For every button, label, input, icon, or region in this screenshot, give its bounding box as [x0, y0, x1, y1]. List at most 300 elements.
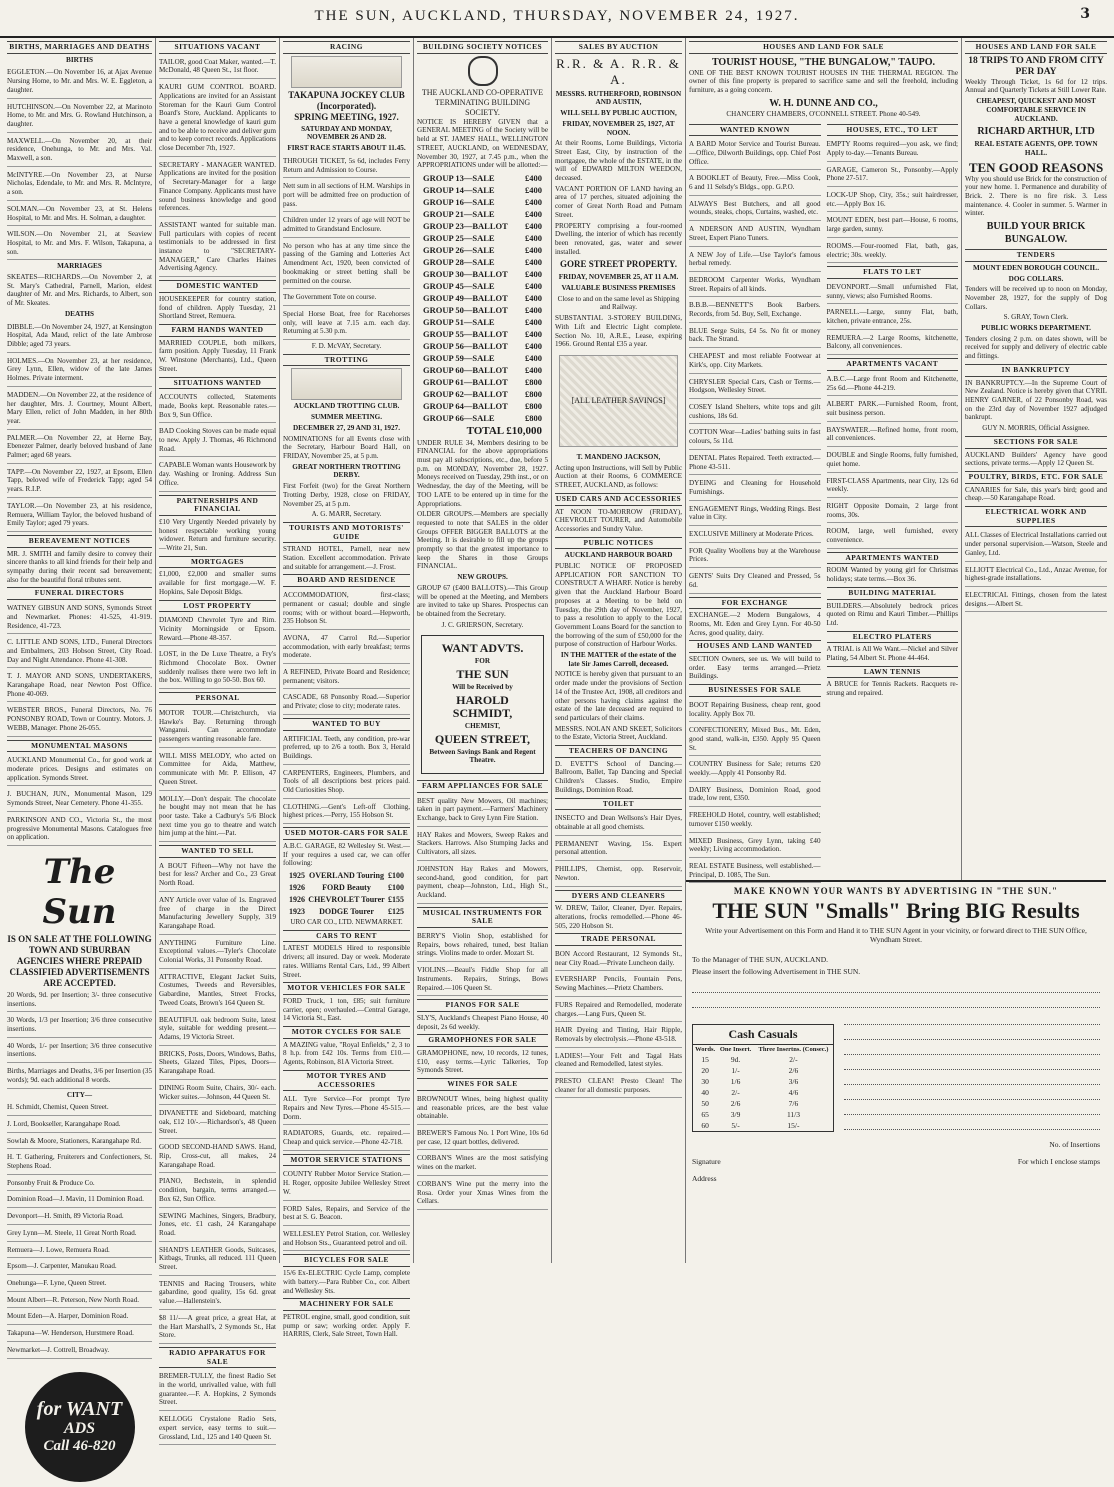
wanted-buy-heading: WANTED TO BUY [283, 718, 410, 731]
board-heading: BOARD AND RESIDENCE [283, 574, 410, 587]
tourist-body: ONE OF THE BEST KNOWN TOURIST HOUSES IN THE THERMAL REGION. The owner of this fine property is prepared to sacrifice same and sell the freehold, including furniture, as a going concern. [689, 68, 958, 95]
apartment-ad: ROOM, large, well furnished, every convenience. [827, 525, 959, 548]
group-amount: £800 [525, 412, 542, 423]
car-price-row [283, 882, 410, 894]
agency-entry: Grey Lynn—M. Steele, 11 Great North Road. [7, 1227, 152, 1242]
racing-line: The Government Tote on course. [283, 291, 410, 306]
cash-cell: 5/- [731, 1121, 740, 1130]
sit-wanted-ad: BAD Cooking Stoves can be made equal to new. Apply J. Thomas, 46 Richmond Road. [159, 425, 276, 457]
signature-label: Signature [692, 1157, 721, 1166]
wanted-known-ad: GENTS' Suits Dry Cleaned and Pressed, 5s 6d. [689, 570, 821, 593]
wanted-sell-ad: SEWING Machines, Singers, Bradbury, Jones, etc. £1 cash, 24 Karangahape Road. [159, 1210, 276, 1242]
car-year: 1926 [289, 895, 305, 904]
machinery-ad: PETROL engine, small, good condition, suit pump or saw; working order. Apply F. HARRIS, Clerk, Sale Street, Town Hall. [283, 1312, 410, 1339]
trotting-heading: TROTTING [283, 354, 410, 367]
deaths-label: DEATHS [64, 309, 95, 318]
car-price-row [283, 906, 410, 918]
group-name: GROUP 51—SALE [423, 316, 495, 327]
trade-ad: EVERSHARP Pencils, Fountain Pens, Sewing Machines.—Prietz Chambers. [555, 973, 682, 996]
nominations: NOMINATIONS for all Events close with the Secretary, Harbour Board Hall, on FRIDAY, November 25, at 5 p.m. [283, 434, 410, 460]
group-amount: £400 [525, 352, 542, 363]
bicycles-ad: 15/6 Ex-ELECTRIC Cycle Lamp, complete with battery.—Para Rubber Co., cor. Albert and Wellesley Sts. [283, 1269, 410, 1295]
auction-firm: MESSRS. RUTHERFORD, ROBINSON AND AUSTIN, [555, 89, 682, 107]
group-amount: £400 [525, 328, 542, 339]
house-let-ad: LOCK-UP Shop, City, 35s.; suit hairdresser, etc.—Apply Box 16. [827, 189, 959, 212]
apartment-ad: RIGHT Opposite Domain, 2 large front rooms, 30s. [827, 500, 959, 523]
group-amount: £400 [525, 172, 542, 183]
flat-ad: DEVONPORT.—Small unfurnished Flat, sunny, views; also Furnished Rooms. [827, 281, 959, 304]
agency-title: IS ON SALE AT THE FOLLOWING TOWN AND SUBURBAN AGENCIES WHERE PREPAID CLASSIFIED ADVERTISEMENTS ARE ACCEPTED. [7, 933, 152, 988]
messrs-solicitors: MESSRS. NOLAN AND SKEET, Solicitors to the Estate, Victoria Street, Auckland. [555, 724, 682, 742]
column-7 [962, 38, 1110, 880]
valuable-premises: VALUABLE BUSINESS PREMISES [561, 284, 676, 293]
masthead [0, 0, 1114, 38]
sections-heading: SECTIONS FOR SALE [965, 436, 1107, 449]
car-price-row [283, 894, 410, 906]
racing-line: THROUGH TICKET, 5s 6d, includes Ferry Return and Admission to Course. [283, 155, 410, 178]
tyres-ad: ALL Tyre Service—For prompt Tyre Repairs and New Tyres.—Phone 45-515.—Dorm. [283, 1093, 410, 1125]
poultry-ad: CANARIES for Sale, this year's bird; good and cheap.—50 Karangahape Road. [965, 485, 1107, 503]
cash-row [693, 1065, 833, 1076]
toilet-heading: TOILET [555, 798, 682, 811]
new-groups-label: NEW GROUPS. [457, 573, 508, 582]
group-amount: £400 [525, 232, 542, 243]
wanted-known-heading: WANTED KNOWN [689, 124, 821, 137]
death-notice: TAPP.—On November 22, 1927, at Epsom, Ellen Tapp, beloved wife of Frederick Tapp; aged 54 years. R.I.P. [7, 466, 152, 498]
racing-line: Nett sum in all sections of H.M. Warships in port will be admitted free on production of pass. [283, 180, 410, 212]
agency-entry: Sowlah & Moore, Stationers, Karangahape Rd. [7, 1135, 152, 1150]
lawn-tennis-ad: A BRUCE for Tennis Rackets. Racquets re-strung and repaired. [826, 680, 958, 698]
group-name: GROUP 61—BALLOT [423, 376, 508, 387]
ad-text-line-8[interactable] [844, 1087, 1100, 1100]
tyres-ad: RADIATORS, Guards, etc. repaired.—Cheap and quick service.—Phone 42-718. [283, 1127, 410, 1150]
page-number: 3 [1080, 6, 1090, 22]
houses-wanted-ad: SECTION Owners, see us. We will build to order. Easy terms arranged.—Prietz Buildings. [689, 655, 821, 681]
spring-meeting: SPRING MEETING, 1927. [294, 111, 399, 122]
used-cars-heading: USED MOTOR-CARS FOR SALE [283, 827, 410, 840]
personal-ad: MOLLY.—Don't despair. The chocolate he bought may not mean that he has poor taste. Take a Cadbury's 5/6 Block next time you go to theatre and watch him jump at the hint.—Pat. [159, 793, 276, 843]
in-matter: IN THE MATTER of the estate of the late Sir James Carroll, deceased. [560, 651, 677, 668]
car-price: £155 [387, 895, 404, 904]
births-label: BIRTHS [66, 55, 93, 64]
toilet-list [555, 812, 682, 886]
cash-cell: 1/- [731, 1066, 740, 1075]
harbour-board: AUCKLAND HARBOUR BOARD [564, 551, 673, 560]
agency-entry: Epsom—J. Carpenter, Manukau Road. [7, 1260, 152, 1275]
reasons-body: Why you should use Brick for the construction of your new home. 1. Permanence and durability of Brick. 2. There is no fire risk. 3. Less maintenance. 4. Cooler in summer. 5. Warmer in winter. [965, 174, 1107, 218]
group-name: GROUP 56—BALLOT [423, 340, 508, 351]
auction-intro: WILL SELL BY PUBLIC AUCTION, [560, 109, 677, 118]
deaths-list [7, 321, 152, 532]
musical-ad: VIOLINS.—Beaul's Fiddle Shop for all Instruments. Repairs, Strings, Bows Repaired.—106 Queen St. [417, 964, 548, 996]
wanted-known-list [689, 138, 821, 593]
wine-ad: CORBAN'S Wines are the most satisfying wines on the market. [417, 1152, 548, 1175]
houses-let-list [827, 138, 959, 263]
wanted-known-ad: BEDROOM Carpenter Works, Wyndham Street. Repairs of all kinds. [689, 274, 821, 297]
building-material-heading: BUILDING MATERIAL [827, 587, 959, 600]
tourists-heading: TOURISTS AND MOTORISTS' GUIDE [283, 522, 410, 543]
dyers-ad: W. DREW, Tailor, Cleaner, Dyer. Repairs, alterations, frocks remodelled.—Phone 46-505, 220 Hobson St. [555, 904, 682, 930]
personal-ad: WILL MISS MELODY, who acted on Committee for Aida, Matthew, communicate with Mr. P. Ellison, 47 Queen Street. [159, 750, 276, 791]
advert-illustration [559, 355, 678, 447]
birth-notice: EGGLETON.—On November 16, at Ajax Avenue Nursing Home, to Mr. and Mrs. W. E. Eggleton, a daughter. [7, 66, 152, 98]
radio-heading: RADIO APPARATUS FOR SALE [159, 1347, 276, 1368]
building-heading: BUILDING SOCIETY NOTICES [417, 41, 548, 54]
wanted-known-ad: A NDERSON AND AUSTIN, Wyndham Street, Expert Piano Tuners. [689, 223, 821, 246]
wanted-sell-heading: WANTED TO SELL [159, 845, 276, 858]
column-5 [552, 38, 686, 1263]
want-advts-line-1: WANT ADVTS. [441, 641, 524, 656]
group-name: GROUP 60—BALLOT [423, 364, 508, 375]
musical-list [417, 930, 548, 996]
apartment-ad: DOUBLE and Single Rooms, fully furnished, quiet home. [827, 449, 959, 472]
group-amount: £400 [525, 208, 542, 219]
trips-body: Weekly Through Ticket, 1s 6d for 12 trips. Annual and Quarterly Tickets at Still Lower Rate. [965, 77, 1107, 95]
in-matter-body: NOTICE is hereby given that pursuant to an order made under the provisions of Section 14 of the Trustee Act, 1908, all creditors and other persons having claims against the estate of the late deceased are required to send particulars of their claims. [555, 670, 682, 722]
column-4 [414, 38, 552, 1263]
motorcycles-heading: MOTOR CYCLES FOR SALE [283, 1026, 410, 1039]
group-amount: £400 [525, 220, 542, 231]
business-list [689, 699, 821, 884]
poultry-heading: POULTRY, BIRDS, ETC. FOR SALE [965, 471, 1107, 484]
car-price-list [283, 870, 410, 918]
group-amount: £800 [525, 376, 542, 387]
first-race: FIRST RACE STARTS ABOUT 11.45. [287, 144, 406, 153]
agency-entry: Ponsonby Fruit & Produce Co. [7, 1177, 152, 1192]
build-brick: BUILD YOUR BRICK BUNGALOW. [986, 221, 1086, 246]
agency-entry: H. T. Gathering, Fruiterers and Confectioners, St. Stephens Road. [7, 1151, 152, 1174]
farm-appliance-ad: HAY Rakes and Mowers, Sweep Rakes and Stackers. Harrows. Also Stumping Jacks and Cultivators, all sizes. [417, 829, 548, 861]
ten-good-reasons: TEN GOOD REASONS [968, 159, 1104, 175]
ad-text-line-9[interactable] [844, 1102, 1100, 1115]
cash-row [693, 1054, 833, 1065]
wanted-buy-ad: ARTIFICIAL Teeth, any condition, pre-war preferred, up to 2/6 a tooth. Box 3, Herald Buildings. [283, 733, 410, 765]
apartment-ad: A.B.C.—Large front Room and Kitchenette, 25s 6d.—Phone 44-219. [827, 373, 959, 396]
group-row [417, 184, 548, 196]
trade-heading: TRADE PERSONAL [555, 933, 682, 946]
want-advts-box [421, 635, 544, 774]
vacant-land: VACANT PORTION OF LAND having an area of 17 perches, situated adjoining the corner of Great North Road and Putnam Street. [555, 184, 682, 219]
cash-header-cell: Three Insertns. (Consec.) [758, 1046, 829, 1053]
ad-text-line-5[interactable] [844, 1042, 1100, 1055]
group-row [417, 256, 548, 268]
group-row [417, 388, 548, 400]
group-name: GROUP 59—SALE [423, 352, 495, 363]
older-groups: OLDER GROUPS.—Members are specially requested to note that SALES in the older Groups OFFER BIGGER BALLOTS at the Meeting. It is desirable to fill up the groups promptly so that the greatest importance to keep the Shares in those Groups FINANCIAL. [417, 510, 548, 571]
group-name: GROUP 21—SALE [423, 208, 495, 219]
group-name: GROUP 62—BALLOT [423, 388, 508, 399]
cash-cell: 2/- [731, 1088, 740, 1097]
want-ads-line-1: for WANT [36, 1398, 123, 1420]
group-row [417, 364, 548, 376]
funeral-ad: WEBSTER BROS., Funeral Directors, No. 76 PONSONBY ROAD, Town or Country. Motors. J. WEBB, Manager. Phone 26-055. [7, 704, 152, 736]
agency-entry: Mount Albert—R. Peterson, New North Road. [7, 1294, 152, 1309]
ad-text-line-6[interactable] [844, 1057, 1100, 1070]
cars-rent-ad: LATEST MODELS Hired to responsible drivers; all insured. Day or week. Moderate rates. Williams Rental Cars, Ltd., 99 Albert Street. [283, 944, 410, 979]
wanted-known-ad: FOR Quality Woollens buy at the Warehouse Prices. [689, 545, 821, 568]
motor-service-list [283, 1168, 410, 1251]
dyers-heading: DYERS AND CLEANERS [555, 890, 682, 903]
group-name: GROUP 14—SALE [423, 184, 495, 195]
society-emblem-icon [468, 56, 498, 86]
racing-secretary: F. D. McVAY, Secretary. [311, 342, 382, 351]
farm-ad: MARRIED COUPLE, both milkers, farm position. Apply Tuesday, 11 Frank W. Winstone (Merchants), Ltd., Queen Street. [159, 338, 276, 373]
monumental-ad: AUCKLAND Monumental Co., for good work at moderate prices. Designs and estimates on application. Symonds Street. [7, 754, 152, 786]
flats-heading: FLATS TO LET [827, 266, 959, 279]
wanted-known-ad: COTTON Wear—Ladies' bathing suits in fast colours, 5s 11d. [689, 426, 821, 449]
cash-cell: 2/6 [730, 1099, 741, 1108]
wanted-sell-ad: DINING Room Suite, Chairs, 30/- each. Wicker suites.—Johnson, 44 Queen St. [159, 1082, 276, 1105]
flats-list [827, 281, 959, 355]
birth-notice: McINTYRE.—On November 23, at Nurse Nicholas, Edendale, to Mr. and Mrs. R. McIntyre, a son. [7, 169, 152, 201]
wanted-sell-ad: ATTRACTIVE, Elegant Jacket Suits, Costumes, Tweeds and Reversibles, Gabardine, Mantles, Street Frocks, Tweed Coats, Brown's 164 Queen St. [159, 971, 276, 1012]
group-amount: £400 [525, 364, 542, 375]
sit-wanted-list [159, 391, 276, 491]
agency-entry: Newmarket—J. Cottrell, Broadway. [7, 1344, 152, 1359]
wanted-sell-ad: TENNIS and Racing Trousers, white gabardine, good quality, 15s 6d. great value.—Hallenstein's. [159, 1278, 276, 1310]
summer-dates: DECEMBER 27, 29 AND 31, 1927. [292, 423, 401, 432]
wanted-known-ad: ENGAGEMENT Rings, Wedding Rings. Best value in City. [689, 503, 821, 526]
situation-ad: SECRETARY - MANAGER WANTED. Applications are invited for the position of Secretary-Manager for a large Finance Company. Applicants must have sound business knowledge and good references. [159, 159, 276, 217]
death-notice: DIBBLE.—On November 24, 1927, at Kensington Hospital, Ada Maud, relict of the late Ambrose Dibble; aged 73 years. [7, 321, 152, 353]
wanted-known-ad: A BARD Motor Service and Tourist Bureau.—Office, Dilworth Buildings, opp. Chief Post Office. [689, 138, 821, 170]
board-ad: AVONA, 47 Carrol Rd.—Superior accommodation, with early breakfast; terms moderate. [283, 632, 410, 664]
apartment-ad: BAYSWATER.—Refined home, front room, all conveniences. [827, 424, 959, 447]
cash-cell: 15 [701, 1055, 709, 1064]
lawn-tennis-heading: LAWN TENNIS [827, 666, 959, 679]
cash-header-cell: One Insert. [719, 1046, 752, 1053]
agency-list [7, 1101, 152, 1358]
column-2 [156, 38, 280, 1441]
monumental-ad: PARKINSON AND CO., Victoria St., the most progressive Monumental Masons. Catalogues free on application. [7, 814, 152, 846]
group-row [417, 196, 548, 208]
wanted-known-ad: CHEAPEST and most reliable Footwear at Kirk's, opp. City Markets. [689, 350, 821, 373]
group-row [417, 304, 548, 316]
group-name: GROUP 28—SALE [423, 256, 495, 267]
group-row [417, 340, 548, 352]
wanted-sell-ad: SHAND'S LEATHER Goods, Suitcases, Kitbags, Trunks, all reduced. 111 Queen Street. [159, 1244, 276, 1276]
public-notices-heading: PUBLIC NOTICES [555, 537, 682, 550]
business-ad: COUNTRY Business for Sale; returns £20 weekly.—Apply 41 Ponsonby Rd. [689, 758, 821, 781]
group-name: GROUP 30—BALLOT [423, 268, 508, 279]
ad-text-line-3[interactable] [844, 1012, 1100, 1025]
group-amount: £400 [525, 244, 542, 255]
farm-appliances-heading: FARM APPLIANCES FOR SALE [417, 780, 548, 793]
farm-appliances-list [417, 795, 548, 904]
situation-ad: KAURI GUM CONTROL BOARD. Applications are invited for an Assistant Storeman for the Kauri Gum Control Board's Store, Auckland. Applicants to have a general knowledge of kauri gum and to be able to receive and deliver gum and to keep correct records. Applications close December 7th, 1927. [159, 81, 276, 157]
no-insertions-label: No. of Insertions [1049, 1140, 1100, 1149]
society-name: THE AUCKLAND CO-OPERATIVE TERMINATING BUILDING SOCIETY. [421, 87, 544, 117]
building-material-ad: BUILDERS.—Absolutely bedrock prices quoted on Rimu and Kauri Timber.—Phillips Ltd. [826, 601, 958, 627]
new-groups-body: GROUP 67 (£400 BALLOTS).—This Group will be opened at the Meeting, and Members are invited to take up Shares. Prospectus can be obtained from the Secretary. [417, 583, 548, 618]
wanted-sell-list [159, 860, 276, 1344]
agency-entry: Mount Eden—A. Harper, Dominion Road. [7, 1310, 152, 1325]
group-row [417, 268, 548, 280]
auction-date: FRIDAY, NOVEMBER 25, 1927, AT NOON. [562, 119, 675, 137]
ad-text-line-10[interactable] [844, 1117, 1100, 1130]
funeral-list [7, 602, 152, 736]
used-cars-intro: A.B.C. GARAGE, 82 Wellesley St. West.—If your requires a used car, we can offer following: [283, 841, 410, 868]
business-ad: BOOT Repairing Business, cheap rent, good locality. Apply Box 70. [689, 699, 821, 722]
ad-text-line-4[interactable] [844, 1027, 1100, 1040]
cash-cell: 60 [701, 1121, 709, 1130]
gore-street: GORE STREET PROPERTY. [560, 259, 677, 270]
car-price-row [283, 870, 410, 882]
harbour-body: PUBLIC NOTICE OF PROPOSED APPLICATION FOR SANCTION TO CONSTRUCT A WHARF. Notice is hereby given that the Auckland Harbour Board proposes at a Meeting to be held on Tuesday, the 29th day of November, 1927, to pass a resolution to apply to the Local Government Loans Board for the sanction to the borrowing of the sum of £50,000 for the purpose of construction of Harbour Works. [555, 562, 682, 649]
cash-header-row [693, 1045, 833, 1054]
signature-row [692, 1157, 1100, 1166]
musical-ad: BERRY'S Violin Shop, established for Repairs, bows rehaired, tuned, best Italian strings. Violins made to order. Mozart St. [417, 930, 548, 962]
rate-line: 30 Words, 1/3 per Insertion; 3/6 three consecutive insertions. [7, 1014, 152, 1037]
house-let-ad: MOUNT EDEN, best part—House, 6 rooms, large garden, sunny. [827, 214, 959, 237]
pianos-ad: SLY'S, Auckland's Cheapest Piano House, 40 deposit, 2s 6d weekly. [417, 1013, 548, 1031]
column-6 [686, 38, 962, 880]
agency-entry: Devonport—H. Smith, 89 Victoria Road. [7, 1210, 152, 1225]
city-label: CITY— [66, 1090, 93, 1099]
car-year: 1926 [289, 883, 305, 892]
illustration-caption: [ALL LEATHER SAVINGS] [571, 395, 666, 405]
ad-text-line-2[interactable] [692, 995, 1100, 1008]
funeral-heading: FUNERAL DIRECTORS [7, 587, 152, 600]
racing-line: Special Horse Boat, free for Racehorses only, will leave at 7.15 a.m. each day. Returning at 5.30 p.m. [283, 308, 410, 340]
group-amount: £400 [525, 292, 542, 303]
group-row [417, 208, 548, 220]
group-name: GROUP 49—BALLOT [423, 292, 508, 303]
car-price: £100 [387, 883, 404, 892]
public-works: PUBLIC WORKS DEPARTMENT. [981, 324, 1091, 333]
bankruptcy-heading: IN BANKRUPTCY [965, 364, 1107, 377]
mortgages-ad: £1,000, £2,000 and smaller sums available for first mortgage.—W. F. Hopkins, Sale Deposit Bldgs. [159, 570, 276, 596]
sun-logo: The Sun [42, 851, 117, 932]
births-list [7, 66, 152, 260]
sit-wanted-ad: CAPABLE Woman wants Housework by day. Washing or Ironing. Address Sun Office. [159, 459, 276, 491]
agency-entry: H. Schmidt, Chemist, Queen Street. [7, 1101, 152, 1116]
electrical-ad: ELLIOTT Electrical Co., Ltd., Anzac Avenue, for highest-grade installations. [965, 564, 1107, 587]
group-name: GROUP 64—BALLOT [423, 400, 508, 411]
machinery-heading: MACHINERY FOR SALE [283, 1298, 410, 1311]
car-price: £125 [388, 907, 404, 916]
board-ad: A REFINED, Private Board and Residence; permanent; visitors. [283, 666, 410, 689]
apartments-heading: APARTMENTS VACANT [827, 358, 959, 371]
group-row [417, 280, 548, 292]
personal-ad: MOTOR TOUR.—Christchurch, via Hawke's Bay. Returning through Wanganui. Can accommodate passengers wanting reasonable fare. [159, 707, 276, 748]
lost-heading: LOST PROPERTY [159, 600, 276, 613]
group-amount: £400 [525, 268, 542, 279]
car-model: FORD Beauty [322, 883, 371, 892]
cash-cell: 2/- [789, 1055, 798, 1064]
wanted-known-ad: CHRYSLER Special Cars, Cash or Terms.—Hodgson, Wellesley Street. [689, 376, 821, 399]
cheapest-service: CHEAPEST, QUICKEST AND MOST COMFORTABLE SERVICE IN AUCKLAND. [976, 97, 1096, 123]
cash-cell: 15/- [787, 1121, 800, 1130]
wanted-sell-ad: ANYTHING Furniture Line. Exceptional values.—Tyler's Chocolate Colonial Works, 31 Ponsonby Road. [159, 937, 276, 969]
group-name: GROUP 25—SALE [423, 232, 495, 243]
car-model: OVERLAND Touring [309, 871, 384, 880]
mandeno-jackson: T. MANDENO JACKSON, [576, 452, 661, 461]
electrical-ad: ALL Classes of Electrical Installations carried out under personal supervision.—Watson, Steele and Ganley, Ltd. [965, 529, 1107, 561]
summer-meeting: SUMMER MEETING. [310, 413, 383, 422]
tourist-house: TOURIST HOUSE, "THE BUNGALOW," TAUPO. [711, 56, 936, 68]
tyres-heading: MOTOR TYRES AND ACCESSORIES [283, 1070, 410, 1091]
property-desc: PROPERTY comprising a four-roomed Dwelling, the interior of which has recently been renovated, gas, water and sewer installed. [555, 221, 682, 256]
death-notice: TAYLOR.—On November 23, at his residence, Remuera, William Taylor, the beloved husband of Emily Taylor; aged 79 years. [7, 500, 152, 532]
group-row [417, 328, 548, 340]
ad-text-line-1[interactable] [692, 980, 1100, 993]
apts-wanted-ad: ROOM Wanted by young girl for Christmas holidays; state terms.—Box 36. [826, 566, 958, 584]
group-name: GROUP 26—SALE [423, 244, 495, 255]
gore-date: FRIDAY, NOVEMBER 25, AT 11 A.M. [558, 273, 679, 282]
situation-ad: ASSISTANT wanted for suitable man. Full particulars with copies of recent testimonials to be addressed in first instance to "SECRETARY-MANAGER," Care Charles Haines Advertising Agency. [159, 219, 276, 277]
column-3 [280, 38, 414, 1339]
monumental-list [7, 754, 152, 846]
car-model: CHEVROLET Tourer [308, 895, 385, 904]
want-advts-line-8: Between Savings Bank and Regent Theatre. [429, 747, 536, 765]
personal-list [159, 707, 276, 842]
want-ads-line-2: ADS [63, 1420, 96, 1437]
wine-ad: BREWER'S Famous No. 1 Port Wine, 10s 6d per case, 12 quart bottles, delivered. [417, 1127, 548, 1150]
toilet-ad: INSECTO and Dean Wellsons's Hair Dyes, obtainable at all good chemists. [555, 812, 682, 835]
newspaper-title: THE SUN, AUCKLAND, THURSDAY, NOVEMBER 24, 1927. [314, 8, 800, 24]
richard-arthur: RICHARD ARTHUR, LTD [977, 126, 1095, 138]
stamps-label: For which I enclose stamps [1017, 1157, 1100, 1166]
rates-list [7, 989, 152, 1089]
richard-arthur-sub: REAL ESTATE AGENTS, OPP. TOWN HALL. [974, 140, 1098, 157]
used-cars-2-heading: USED CARS AND ACCESSORIES [555, 493, 682, 506]
apartment-ad: FIRST-CLASS Apartments, near City, 12s 6d weekly. [827, 475, 959, 498]
group-row [417, 412, 548, 424]
partnerships-heading: PARTNERSHIPS AND FINANCIAL [159, 495, 276, 516]
cash-cell: 4/6 [788, 1088, 799, 1097]
rate-line: 40 Words, 1/- per Insertion; 3/6 three consecutive insertions. [7, 1040, 152, 1063]
wanted-sell-ad: DIVANETTE and Sideboard, matching oak, £12 10/-.—Richardson's, 48 Queen Street. [159, 1107, 276, 1139]
birth-notice: WILSON.—On November 21, at Seaview Hospital, to Mr. and Mrs. F. Wilson, Takapuna, a son. [7, 228, 152, 260]
group-row [417, 400, 548, 412]
tenders-heading: TENDERS [965, 249, 1107, 262]
apartments-list [827, 373, 959, 549]
birth-notice: HUTCHINSON.—On November 22, at Marinoto Home, to Mr. and Mrs. G. Rowland Hutchinson, a daughter. [7, 101, 152, 133]
racing-dates: SATURDAY AND MONDAY, NOVEMBER 26 AND 28. [301, 124, 392, 142]
wanted-known-ad: BLUE Serge Suits, £4 5s. No fit or money back. The Strand. [689, 325, 821, 348]
wanted-known-ad: A NEW Joy of Life.—Use Taylor's famous herbal remedy. [689, 249, 821, 272]
wine-ad: BROWNOUT Wines, being highest quality and reasonable prices, are the best value obtainable. [417, 1093, 548, 1125]
situations-heading: SITUATIONS VACANT [159, 41, 276, 54]
monumental-ad: J. BUCHAN, JUN., Monumental Mason, 129 Symonds Street, Near Cemetery. Phone 41-355. [7, 788, 152, 811]
cash-cell: 1/6 [730, 1077, 741, 1086]
trotting-club: AUCKLAND TROTTING CLUB. [293, 402, 400, 411]
wines-heading: WINES FOR SALE [417, 1078, 548, 1091]
gramophones-ad: GRAMOPHONE, new, 10 records, 12 tunes, £10, easy terms.—Lyric Talkeries, Top Symonds Street. [417, 1049, 548, 1075]
death-notice: HOLMES.—On November 23, at her residence, Grey Lynn, Ellen, widow of the late James Holmes. Private interment. [7, 355, 152, 387]
flat-ad: PARNELL.—Large, sunny Flat, bath, kitchen, private entrance, 25s. [827, 306, 959, 329]
group-amount: £800 [525, 400, 542, 411]
please-insert: Please insert the following Advertisement in THE SUN. [692, 967, 861, 976]
society-notice: NOTICE IS HEREBY GIVEN that a GENERAL MEETING of the Society will be held at ST. JAMES' HALL, WELLINGTON STREET, AUCKLAND, on WEDNESDAY, November 30, 1927, at 7.45 p.m., when the APPROPRIATIONS under will be allotted:— [417, 117, 548, 170]
partnerships-ad: £10 Very Urgently Needed privately by honest respectable working young widower. Return and furniture security.—Write 21, Sun. [159, 517, 276, 553]
trade-ad: HAIR Dyeing and Tinting, Hair Ripple, Removals by electrolysis.—Phone 43-518. [555, 1024, 682, 1047]
funeral-ad: C. LITTLE AND SONS, LTD., Funeral Directors and Embalmers, 203 Hobson Street, City Road. Day and Night Attendance. Phone 41-308. [7, 636, 152, 668]
houses-heading: HOUSES AND LAND FOR SALE [689, 41, 958, 54]
group-amount: £400 [525, 304, 542, 315]
want-advts-line-4: Will be Received by [452, 683, 513, 692]
racing-body [283, 155, 410, 340]
car-model: DODGE Tourer [319, 907, 374, 916]
electrical-heading: ELECTRICAL WORK AND SUPPLIES [965, 506, 1107, 527]
cash-row [693, 1098, 833, 1109]
dunne-address: CHANCERY CHAMBERS, O'CONNELL STREET. Phone 40-549. [726, 109, 921, 118]
motor-service-ad: COUNTY Rubber Motor Service Station.—H. Roger, opposite Jubilee Wellesley Street W. [283, 1168, 410, 1200]
exchange-heading: FOR EXCHANGE [689, 597, 821, 610]
ad-text-line-7[interactable] [844, 1072, 1100, 1085]
group-amount: £400 [525, 340, 542, 351]
